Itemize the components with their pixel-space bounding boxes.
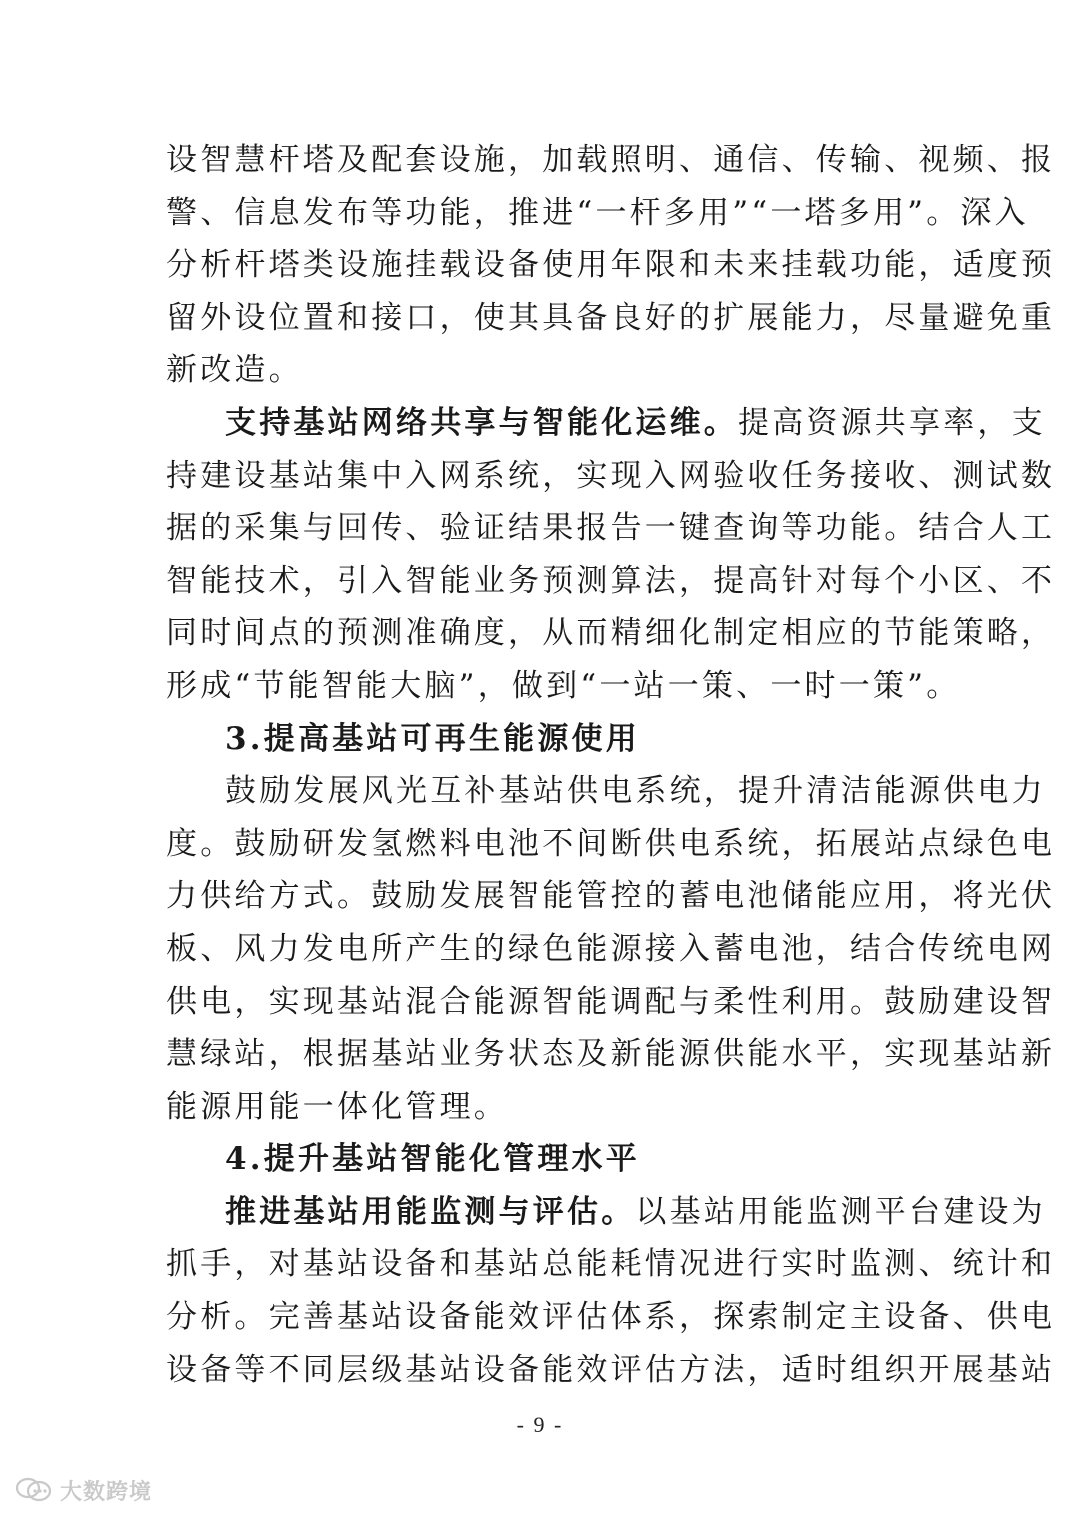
text-line: 板、风力发电所产生的绿色能源接入蓄电池，结合传统电网	[166, 930, 1056, 967]
text-line: 设备等不同层级基站设备能效评估方法，适时组织开展基站	[166, 1351, 1056, 1388]
text-line: 持建设基站集中入网系统，实现入网验收任务接收、测试数	[166, 457, 1056, 494]
paragraph-lead-bold: 推进基站用能监测与评估。	[225, 1193, 636, 1230]
paragraph-lead-rest: 以基站用能监测平台建设为	[635, 1193, 1046, 1230]
document-body	[166, 134, 1056, 1396]
paragraph-first-line	[166, 1186, 1046, 1239]
text-line: 慧绿站，根据基站业务状态及新能源供能水平，实现基站新	[166, 1036, 1056, 1073]
paragraph-lead-bold: 支持基站网络共享与智能化运维。	[225, 404, 738, 441]
text-line: 形成“节能智能大脑”，做到“一站一策、一时一策”。	[166, 667, 961, 704]
text-line: 同时间点的预测准确度，从而精细化制定相应的节能策略，	[166, 615, 1056, 652]
watermark	[14, 1470, 152, 1510]
text-line: 力供给方式。鼓励发展智能管控的蓄电池储能应用，将光伏	[166, 878, 1056, 915]
section-heading: 4.提升基站智能化管理水平	[225, 1141, 640, 1178]
text-line: 分析。完善基站设备能效评估体系，探索制定主设备、供电	[166, 1299, 1056, 1336]
paragraph-lead-rest: 提高资源共享率，支	[738, 404, 1046, 441]
text-line: 智能技术，引入智能业务预测算法，提高针对每个小区、不	[166, 562, 1056, 599]
watermark-text: 大数跨境	[60, 1479, 153, 1505]
text-line: 设智慧杆塔及配套设施，加载照明、通信、传输、视频、报	[166, 142, 1056, 178]
text-line: 抓手，对基站设备和基站总能耗情况进行实时监测、统计和	[166, 1246, 1056, 1283]
chat-bubble-logo-icon	[14, 1475, 54, 1505]
section-heading: 3.提高基站可再生能源使用	[225, 720, 640, 757]
text-line: 分析杆塔类设施挂载设备使用年限和未来挂载功能，适度预	[166, 247, 1056, 284]
text-line: 供电，实现基站混合能源智能调配与柔性利用。鼓励建设智	[166, 983, 1056, 1020]
paragraph-first-line: 鼓励发展风光互补基站供电系统，提升清洁能源供电力	[225, 773, 1046, 810]
text-line: 新改造。	[166, 352, 303, 389]
text-line: 警、信息发布等功能，推进“一杆多用”“一塔多用”。深入	[166, 194, 1029, 231]
text-line: 度。鼓励研发氢燃料电池不间断供电系统，拓展站点绿色电	[166, 825, 1056, 862]
text-line: 能源用能一体化管理。	[166, 1088, 508, 1125]
page-number: - 9 -	[516, 1412, 564, 1437]
text-line: 据的采集与回传、验证结果报告一键查询等功能。结合人工	[166, 510, 1056, 547]
text-line: 留外设位置和接口，使其具备良好的扩展能力，尽量避免重	[166, 299, 1056, 336]
paragraph-first-line	[166, 397, 1046, 450]
